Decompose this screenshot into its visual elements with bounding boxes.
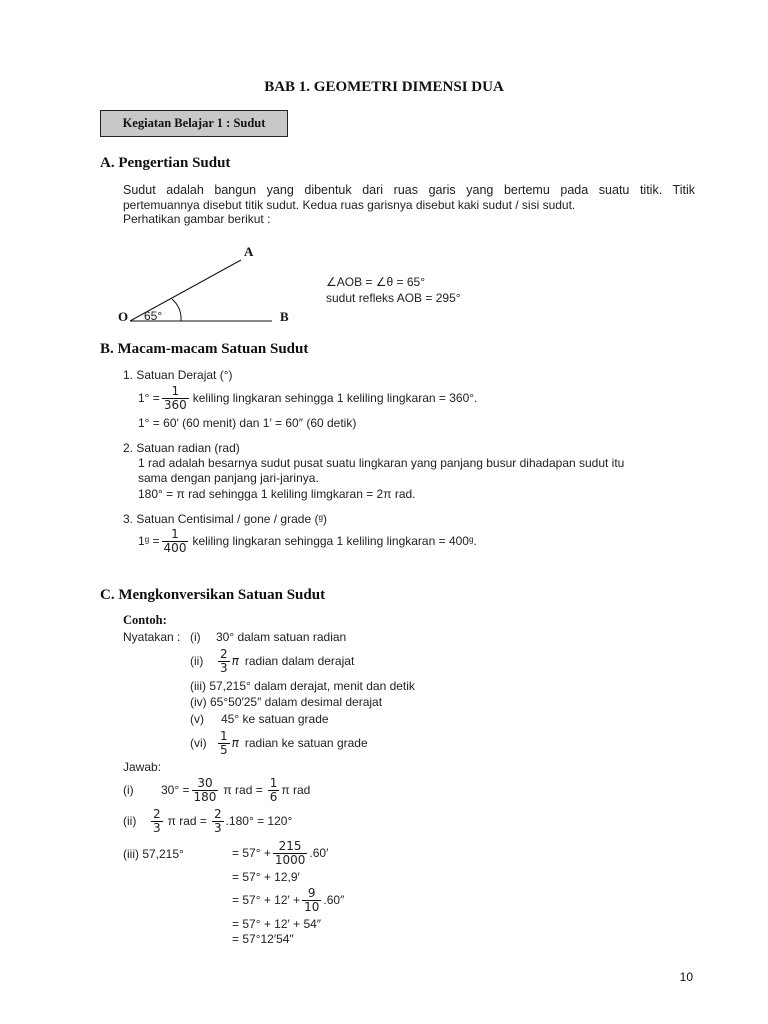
item1-eq-lhs: 1° = [138,391,160,405]
answer-1-num: (i) [123,783,134,797]
answer-3-line4: = 57° + 12′ + 54″ [232,917,322,931]
item2-line2: sama dengan panjang jari-jarinya. [138,471,319,485]
question-6-fraction [218,730,230,757]
nyatakan-label: Nyatakan : [123,630,181,644]
answer-3-line1 [232,838,328,868]
question-4: (iv) 65°50′25″ dalam desimal derajat [190,695,383,709]
question-1-text: 30° dalam satuan radian [216,630,347,644]
answer-3-line1-post: .60′ [309,846,329,860]
item1-fraction [162,385,189,412]
frac-denominator: 400 [163,540,187,555]
item3-eq-lhs: 1ᵍ = [138,534,160,548]
answer-2-mid: π rad = [167,814,207,828]
frac-numerator: 30 [197,775,213,790]
frac-numerator: 1 [171,383,180,398]
frac-denominator: 5 [220,742,228,757]
question-5-num: (v) [190,712,204,726]
answer-2-end: .180° = 120° [225,814,293,828]
answer-1-fraction-2 [268,777,280,804]
angle-equation: ∠AOB = ∠θ = 65° [326,275,426,289]
frac-denominator: 10 [304,899,320,914]
question-2 [190,646,354,676]
item2-line3: 180° = π rad sehingga 1 keliling limgkaran = 2π rad. [138,487,416,501]
item2-line1: 1 rad adalah besarnya sudut pusat suatu lingkaran yang panjang busur dihadapan sudut itu [138,456,625,470]
pi-symbol: π [231,736,239,750]
question-2-text: radian dalam derajat [244,654,355,668]
frac-numerator: 1 [171,526,179,541]
item3-fraction [162,528,189,555]
answer-3-line3-post: .60″ [323,893,345,907]
section-a-para-line1: Sudut adalah bangun yang dibentuk dari ruas garis yang bertemu pada suatu titik. Titik [123,183,695,197]
label-o: O [118,309,129,324]
answer-2-fraction-1 [151,808,163,835]
item3-eq-rest: keliling lingkaran sehingga 1 keliling lingkaran = 400ᵍ. [192,534,477,548]
contoh-label: Contoh: [123,613,167,627]
section-b-heading: B. Macam-macam Satuan Sudut [100,341,309,357]
label-b: B [280,309,289,324]
section-a-para-line2: pertemuannya disebut titik sudut. Kedua ruas garisnya disebut kaki sudut / sisi sudut. [123,198,576,212]
reflex-angle-equation: sudut refleks AOB = 295° [326,291,461,305]
question-2-fraction [218,648,230,675]
item1-title: 1. Satuan Derajat (°) [123,368,233,382]
answer-1 [123,775,310,805]
section-a-para-line3: Perhatikan gambar berikut : [123,212,271,226]
activity-box: Kegiatan Belajar 1 : Sudut [100,110,288,137]
item3-title: 3. Satuan Centisimal / gone / grade (ᵍ) [123,512,327,526]
answer-1-mid: π rad = [223,783,263,797]
question-6-text: radian ke satuan grade [244,736,368,750]
frac-denominator: 6 [269,789,278,804]
frac-numerator: 215 [278,838,302,853]
answer-3-fraction-1 [273,840,308,867]
item3-equation [138,526,477,556]
angle-arc [172,299,181,321]
frac-numerator: 9 [307,885,316,900]
answer-3-line3 [232,885,344,915]
item1-eq-rest: keliling lingkaran sehingga 1 keliling lingkaran = 360°. [192,391,478,405]
answer-1-lhs: 30° = [161,783,190,797]
page-title: BAB 1. GEOMETRI DIMENSI DUA [264,79,504,95]
answer-3-line3-pre: = 57° + 12′ + [232,893,301,907]
frac-numerator: 2 [153,806,161,821]
question-3: (iii) 57,215° dalam derajat, menit dan detik [190,679,415,693]
answer-3-line1-pre: = 57° + [232,846,271,860]
answer-3-line5: = 57°12′54″ [232,932,294,946]
frac-denominator: 360 [163,397,187,412]
section-a-heading: A. Pengertian Sudut [100,155,231,171]
answer-3-line2: = 57° + 12,9′ [232,870,300,884]
pi-symbol: π [231,654,239,668]
answer-2 [123,806,292,836]
answer-2-fraction-2 [212,808,224,835]
jawab-label: Jawab: [123,760,162,774]
frac-numerator: 1 [220,728,228,743]
question-6-num: (vi) [190,736,207,750]
frac-denominator: 1000 [274,852,306,867]
frac-denominator: 3 [220,660,228,675]
answer-1-fraction-1 [192,777,219,804]
question-2-num: (ii) [190,654,204,668]
answer-1-end: π rad [281,783,311,797]
item1-equation [138,383,477,413]
frac-denominator: 3 [213,820,222,835]
frac-numerator: 2 [220,646,228,661]
question-1-num: (i) [190,630,201,644]
item1-line2: 1° = 60′ (60 menit) dan 1′ = 60″ (60 detik) [138,416,357,430]
answer-3-fraction-2 [302,887,321,914]
answer-3-label: (iii) 57,215° [123,847,184,861]
frac-numerator: 1 [269,775,278,790]
page-number: 10 [679,970,693,984]
frac-denominator: 3 [153,820,161,835]
item2-title: 2. Satuan radian (rad) [123,441,240,455]
frac-numerator: 2 [213,806,222,821]
section-c-heading: C. Mengkonversikan Satuan Sudut [100,587,326,603]
frac-denominator: 180 [193,789,217,804]
angle-value-label: 65° [144,309,163,323]
question-6 [190,728,368,758]
question-5-text: 45° ke satuan grade [221,712,329,726]
answer-2-num: (ii) [123,814,137,828]
label-a: A [244,244,254,259]
